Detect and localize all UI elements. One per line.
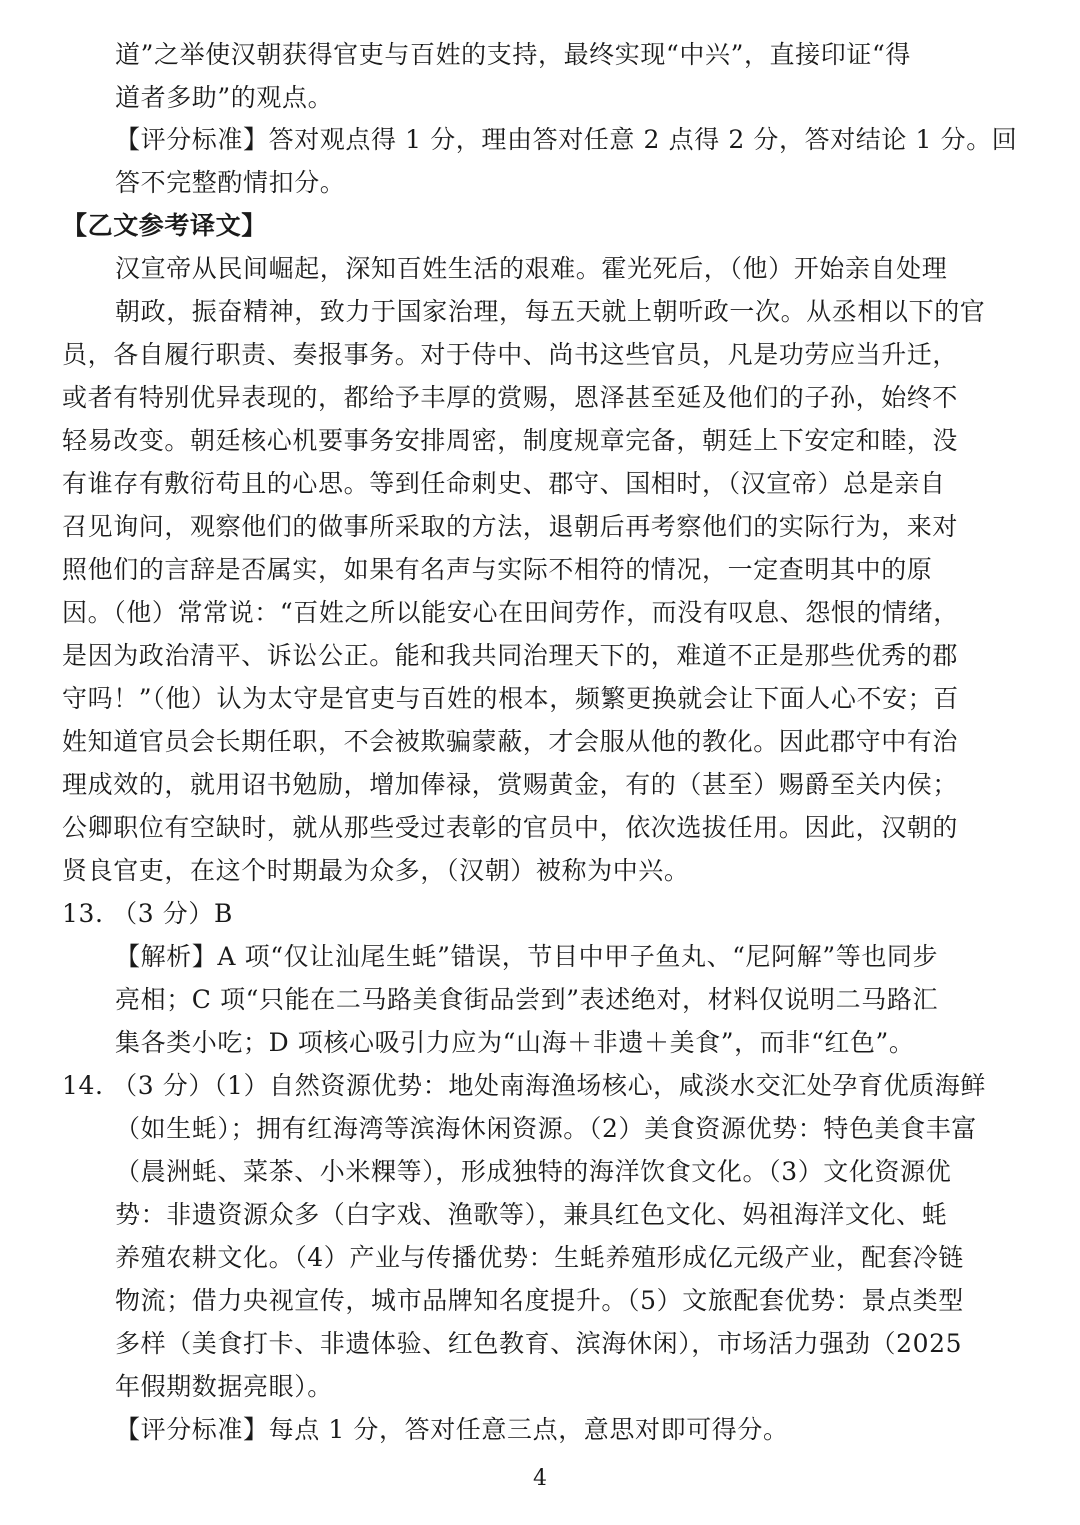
translation-line: 或者有特别优异表现的，都给予丰厚的赏赐，恩泽甚至延及他们的子孙，始终不 bbox=[62, 383, 959, 412]
q14-answer-line: 养殖农耕文化。（4）产业与传播优势：生蚝养殖形成亿元级产业，配套冷链 bbox=[115, 1243, 964, 1272]
question-14-answer: 14. （3 分）（1）自然资源优势：地处南海渔场核心，咸淡水交汇处孕育优质海鲜 bbox=[62, 1071, 986, 1100]
translation-line: 因。（他）常常说：“百姓之所以能安心在田间劳作，而没有叹息、怨恨的情绪， bbox=[62, 598, 959, 627]
q14-answer-line: 势：非遗资源众多（白字戏、渔歌等），兼具红色文化、妈祖海洋文化、蚝 bbox=[115, 1200, 948, 1229]
page-number: 4 bbox=[533, 1466, 547, 1491]
translation-line: 守吗！”（他）认为太守是官吏与百姓的根本，频繁更换就会让下面人心不安；百 bbox=[62, 684, 959, 713]
translation-line: 员，各自履行职责、奏报事务。对于侍中、尚书这些官员，凡是功劳应当升迁， bbox=[62, 340, 959, 369]
scoring-standard-line: 【评分标准】答对观点得 1 分，理由答对任意 2 点得 2 分，答对结论 1 分。回 bbox=[115, 125, 1018, 154]
q14-answer-line: 多样（美食打卡、非遗体验、红色教育、滨海休闲），市场活力强劲（2025 bbox=[115, 1329, 963, 1358]
answer-line: 道者多助”的观点。 bbox=[115, 83, 334, 112]
translation-line: 汉宣帝从民间崛起，深知百姓生活的艰难。霍光死后，（他）开始亲自处理 bbox=[115, 254, 948, 283]
translation-line: 是因为政治清平、诉讼公正。能和我共同治理天下的，难道不正是那些优秀的郡 bbox=[62, 641, 959, 670]
translation-line: 理成效的，就用诏书勉励，增加俸禄，赏赐黄金，有的（甚至）赐爵至关内侯； bbox=[62, 770, 959, 799]
question-13-answer: 13. （3 分）B bbox=[62, 899, 233, 928]
q13-analysis-line: 集各类小吃；D 项核心吸引力应为“山海＋非遗＋美食”，而非“红色”。 bbox=[115, 1028, 915, 1057]
q14-answer-line: （如生蚝）；拥有红海湾等滨海休闲资源。（2）美食资源优势：特色美食丰富 bbox=[115, 1114, 977, 1143]
translation-line: 召见询问，观察他们的做事所采取的方法，退朝后再考察他们的实际行为，来对 bbox=[62, 512, 959, 541]
scoring-standard-line: 答不完整酌情扣分。 bbox=[115, 168, 346, 197]
q13-analysis-line: 【解析】A 项“仅让汕尾生蚝”错误，节目中甲子鱼丸、“尼阿解”等也同步 bbox=[115, 942, 939, 971]
translation-line: 贤良官吏，在这个时期最为众多，（汉朝）被称为中兴。 bbox=[62, 856, 690, 885]
translation-line: 姓知道官员会长期任职，不会被欺骗蒙蔽，才会服从他的教化。因此郡守中有治 bbox=[62, 727, 959, 756]
translation-line: 有谁存有敷衍苟且的心思。等到任命刺史、郡守、国相时，（汉宣帝）总是亲自 bbox=[62, 469, 946, 498]
q13-analysis-line: 亮相；C 项“只能在二马路美食街品尝到”表述绝对，材料仅说明二马路汇 bbox=[115, 985, 939, 1014]
translation-line: 公卿职位有空缺时，就从那些受过表彰的官员中，依次选拔任用。因此，汉朝的 bbox=[62, 813, 959, 842]
translation-line: 朝政，振奋精神，致力于国家治理，每五天就上朝听政一次。从丞相以下的官 bbox=[115, 297, 986, 326]
q14-answer-line: （晨洲蚝、菜茶、小米粿等），形成独特的海洋饮食文化。（3）文化资源优 bbox=[115, 1157, 952, 1186]
answer-line: 道”之举使汉朝获得官吏与百姓的支持，最终实现“中兴”，直接印证“得 bbox=[115, 40, 911, 69]
translation-heading: 【乙文参考译文】 bbox=[62, 211, 267, 240]
q14-answer-line: 年假期数据亮眼）。 bbox=[115, 1372, 333, 1401]
scoring-standard-line: 【评分标准】每点 1 分，答对任意三点，意思对即可得分。 bbox=[115, 1415, 789, 1444]
translation-line: 轻易改变。朝廷核心机要事务安排周密，制度规章完备，朝廷上下安定和睦，没 bbox=[62, 426, 959, 455]
q14-answer-line: 物流；借力央视宣传，城市品牌知名度提升。（5）文旅配套优势：景点类型 bbox=[115, 1286, 964, 1315]
translation-line: 照他们的言辞是否属实，如果有名声与实际不相符的情况，一定查明其中的原 bbox=[62, 555, 933, 584]
